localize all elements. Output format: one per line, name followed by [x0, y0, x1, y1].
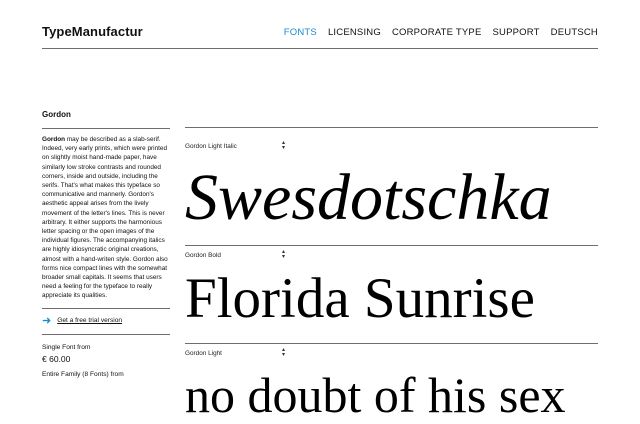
nav-corporate-type[interactable]: CORPORATE TYPE: [391, 27, 482, 38]
nav-licensing[interactable]: LICENSING: [327, 27, 381, 38]
trial-version-link[interactable]: Get a free trial version: [57, 317, 123, 325]
sample-text[interactable]: Swesdotschka: [185, 161, 552, 234]
up-down-stepper-icon[interactable]: ▴ ▾: [281, 249, 285, 260]
style-selector[interactable]: [185, 246, 285, 260]
description-font-name: Gordon: [42, 136, 66, 143]
trial-version-row[interactable]: [42, 309, 170, 335]
up-down-stepper-icon[interactable]: ▴ ▾: [281, 347, 285, 358]
font-info-sidebar: [42, 110, 170, 378]
style-name: Gordon Bold: [185, 251, 221, 259]
sample-text[interactable]: Florida Sunrise: [185, 267, 535, 330]
font-family-title: Gordon: [42, 110, 170, 129]
nav-fonts[interactable]: FONTS: [283, 27, 317, 38]
style-name: Gordon Light Italic: [185, 142, 237, 150]
main-nav: [284, 27, 598, 38]
sample-text[interactable]: no doubt of his sex: [185, 367, 566, 423]
nav-deutsch[interactable]: DEUTSCH: [550, 27, 598, 38]
single-font-price: € 60.00: [42, 353, 71, 364]
nav-support[interactable]: SUPPORT: [492, 27, 540, 38]
style-selector[interactable]: [185, 344, 285, 358]
style-name: Gordon Light: [185, 349, 222, 357]
top-navigation-bar: [42, 0, 598, 49]
font-samples-panel: [185, 127, 598, 423]
single-font-label: Single Font from: [42, 343, 91, 351]
description-text: may be described as a slab-serif. Indeed, very early prints, which were printed on slightly moist hand-made paper, have similarly low stroke contrasts and rounded corners, inside and outside, including the serifs. That's what makes this typeface so communicative and mannerly. Gordon's aesthetic appeal arises from the lively movement of the letter's lines. This is never arbitrary. It either supports the harmonious letter spacing or the open images of the individual figures. The accompanying italics are highly idiosyncratic original creations, almost with a hand-writen style. Gordon also forms nice compact lines with the somewhat broader small capitals. It seems that users need a feeling for the typeface to really appreciate its qualities.: [42, 136, 168, 300]
arrow-right-icon: ➜: [42, 314, 52, 327]
font-sample: [185, 245, 598, 343]
font-sample: [185, 127, 598, 245]
font-description: [42, 135, 170, 309]
style-selector[interactable]: [185, 128, 285, 151]
up-down-stepper-icon[interactable]: ▴ ▾: [281, 140, 285, 151]
site-logo[interactable]: TypeManufactur: [42, 24, 143, 39]
font-sample: [185, 343, 598, 424]
family-price-label: Entire Family (8 Fonts) from: [42, 370, 124, 378]
